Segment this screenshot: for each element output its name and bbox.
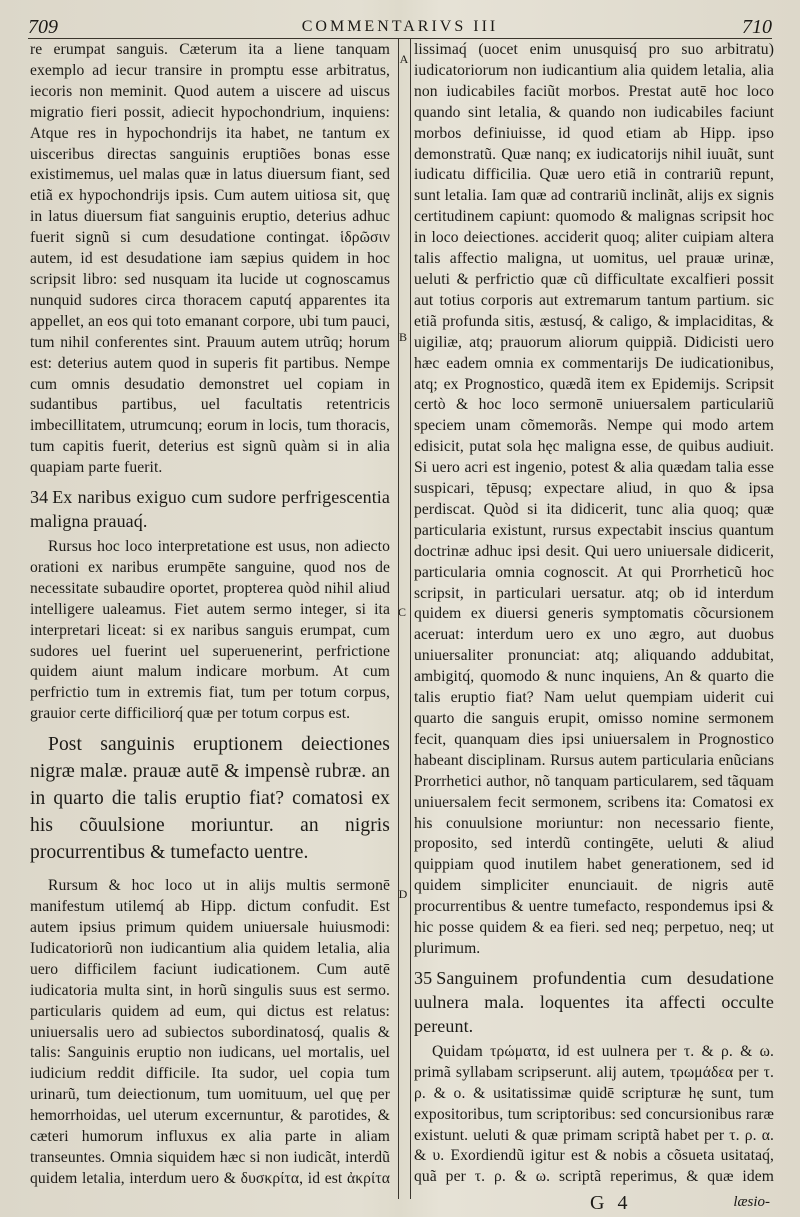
catchword: læsio-: [733, 1194, 770, 1210]
lemma-number: 35: [414, 967, 433, 988]
column-divider-right: [410, 38, 411, 1199]
running-header: [28, 8, 772, 39]
paragraph: re erumpat sanguis. Cæterum ita a liene tanquam exemplo ad iecur transire in promptu esse arbitratus, iecoris non meminit. Quod autem a uiscere ad uiscus migratio fieri possit, adiecit hypochondrium, inquiens: Atque res in hypochondrijs ita habet, ne tantum ex uisceribus directas sanguinis eruptiões bonas esse existimemus, uel malas quæ in latus diuersum fiant, sed etiã ex hypochondrijs ipsis. Cum autem uitiosa sit, quę in latus diuersum fiat sanguinis eruptio, deterius adhuc fuerit signũ si cum desudatione contingat. ἱδρῶσιν autem, id est desudatione iam sæpius quidem in hoc scripsit libro: sed nusquam ita lucide ut cognoscamus nunquid sudores circa thoracem caputq́ apparentes ita appellet, an eos qui toto emanant corpore, ubi tum pauci, tum nihil conferentes sint. Prauum autem utrũq; horum est: deterius autem quod in superis fit partibus. Nempe cum omnis desudatio demonstret uel copiam in sudantibus partibus, uel facultatis retentricis imbecillitatem, utrumcunq; eorum in locis, tum thoracis, tum capitis fuerit, deterius est signũ quàm si in alia quapiam parte fuerit.: [30, 41, 390, 477]
lemma-heading: [414, 966, 774, 1038]
margin-letter-c: C: [397, 605, 406, 619]
margin-letter-a: A: [399, 52, 409, 66]
page-number-left: 709: [28, 16, 58, 38]
lemma-number: 34: [30, 487, 49, 508]
margin-letter-b: B: [398, 330, 407, 344]
lemma-text: Ex naribus exiguo cum sudore perfrigescentia maligna prauaq́.: [30, 487, 390, 532]
signature-mark: G 4: [590, 1192, 632, 1214]
paragraph: Rursus hoc loco interpretatione est usus, non adiecto orationi ex naribus erumpēte sanguine, quod nos de necessitate subaudire oportet, propterea quòd nihil aliud intelligere ualeamus. Fiet autem sermo integer, si ita interpretari liceat: si ex naribus sanguis erumpat, cum sudores uel fuerint uel superuenerint, perfrictione quidem aiunt malum indicare morbum. At cum perfrictio tum in extremis fiat, tum per totum corpus, grauior certe difficiliorq́ quæ per totum corpus est.: [30, 538, 390, 723]
paragraph: Rursum & hoc loco ut in alijs multis sermonē manifestum utilemq́ ab Hipp. dictum confudit. Est autem ipsius primum quidem uniuersale huiusmodi: Iudicatoriorũ non iudicantium alia quidem letalia, alia uero difficilem faciunt iudicationem. Cum autē iudicatoria multa sint, in horũ singulis suus est sermo. particularis quidem ad eum, qui dictus est relatus: uniuersalis uero ad subiectos subordinatosq́, qualis & talis: Sanguinis eruptio non iudicans, uel mortalis, uel iudicium reddit difficile. Ita sudor, uel copia tum urinarũ, tum deiectionum, tum uomituum, uel quę per hemorrhoidas, uel uterum excernuntur, & parotides, & cæteri humorum influxus ex alia parte in aliam transeuntes. Omnia siquidem hæc si non iudicãt, interdũ quidem letalia, interdum uero & δυσκρίτα, id est ἀκρίτα: [30, 877, 390, 1187]
page-number-right: 710: [742, 16, 772, 38]
right-column: [414, 40, 774, 1187]
paragraph: lissimaq́ (uocet enim unusquisq́ pro suo arbitratu) iudicatoriorum non iudicantium alia quidem letalia, alia non iudicabiles faciũt morbos. Prestat autē hoc loco quando sint letalia, & quando non iudicabiles faciunt morbos definiuisse, id quod etiam ab Hipp. ipso demonstratũ. Quæ nanq; ex iudicatorijs nihil iuuãt, sunt iudicatu difficilia. Quæ uero etiã in contrariũ repunt, sunt letalia. Iam quæ ad contrariũ inclinãt, alijs ex signis certitudinem capiunt: quomodo & malignas scripsit hoc in loco deiectiones. acciderit quoq; aliter cuipiam altera talis affectio maligna, ut uomitus, uel prauæ urinæ, ueluti & perfrictio quæ cũ difficultate excalfieri possit aut totius corporis aut extremarum tantum partium. sic etiã profunda sitis, æstusq́, & caligo, & implaciditas, & uigiliæ, atq; prauorum aliorum quippiã. Didicisti uero hæc eadem omnia ex commentarijs De iudicationibus, atq; ex Prognostico, quædã item ex Epidemijs. Scripsit certò & hoc loco sermonē uniuersalem particulariũ speciem unam cõmemorãs. Nempe qui modo artem edisicit, putat sola hęc maligna esse, de quibus audiuit. Si uero acri est ingenio, potest & alia quædam talia esse suspicari, tēpusq; expectare aliud, in quo & ipsa perdiscat. Quòd si ita didicerit, tunc alia quoq; quæ particularia existunt, rursus expectabit inscius quantum doctrinæ adhuc ipsi desit. Qui uero uniuersale didicerit, particularia omnia cognoscit. At qui Prorrheticũ hoc scripsit, in particulari uersatur. atq; ob id interdum quidem ex diuersi generis symptomatis cõcursionem aceruat: interdum uero ex uno ægro, aut duobus uniuersaliter pronunciat: atq; aliquando addubitat, ambigitq́, quomodo & nunc inquiens, An & quarto die talis eruptio fiat? Nam uelut quempiam uiderit cui quarto die sanguis erupit, omisso nomine sermonem fecit, quanquam dies ipsi uniuersalem in Prognostico habeant disciplinam. Rursus autem particularia enũcians Prorrhetici author, nõ tanquam particularem, sed tãquam uniuersalem fecit sermonem, scribens ita: Comatosi ex his conuulsione moriuntur: non necessario fiente, proposito, sed interdũ contingēte, ueluti & aliud quippiam quod inutilem habet generationem, sed id quidem simpliciter enunciauit. de nigris autē procurrentibus & uentre tumefacto, respondemus ipsi & hic posse quidem & ea fieri. sed neq; perpetuo, neq; ut plurimum.: [414, 41, 774, 957]
left-column: [30, 40, 390, 1187]
margin-letter-d: D: [398, 887, 408, 901]
lemma-text: Sanguinem profundentia cum desudatione uulnera mala. loquentes ita affecti occulte pereunt.: [414, 967, 774, 1036]
running-title: COMMENTARIVS III: [301, 18, 499, 35]
lemma-heading: [30, 485, 390, 533]
lemma-text: Post sanguinis eruptionem deiectiones nigræ malæ. prauæ autē & impensè rubræ. an in quarto die talis eruptio fiat? comatosi ex his cõuulsione moriuntur. an nigris procurrentibus & tumefacto uentre.: [30, 734, 390, 864]
lemma-heading: [30, 731, 390, 866]
paragraph: Quidam τρώματα, id est uulnera per τ. & ρ. & ω. primã syllabam scripserunt. alij autem, τρωμάδεα per τ. ρ. & ο. & usitatissimæ quidē scripturæ hę sunt, tum expositoribus, tum scriptoribus: sed concursionibus raræ existunt. ueluti & quæ primam scriptã habet per τ. ρ. α. & υ. Exordiendũ igitur est & nobis a cõsueta usitataq́, quã per τ. ρ. & ω. scriptã reperimus, & quæ idem: [414, 1042, 774, 1186]
